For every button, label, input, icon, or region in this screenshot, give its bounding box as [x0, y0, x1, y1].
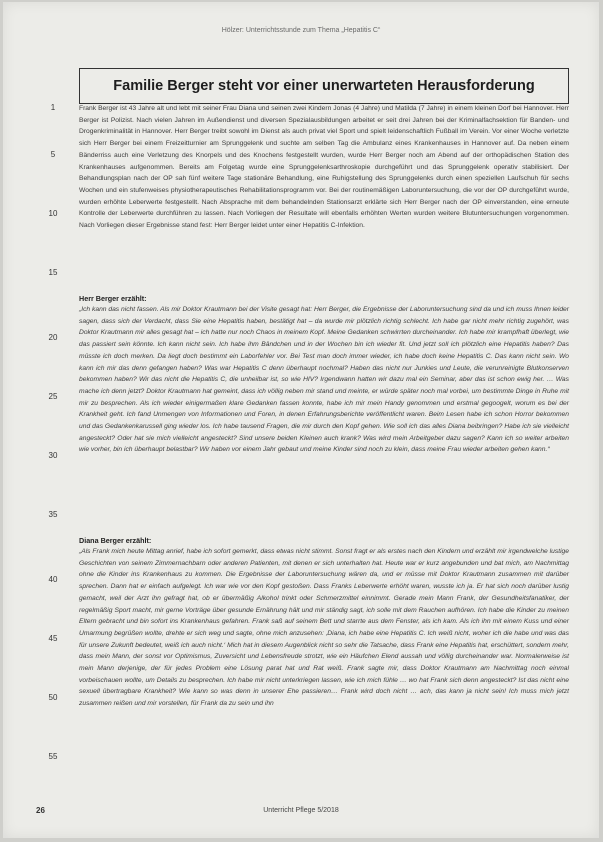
- line-number: 45: [48, 634, 58, 643]
- diana-quote: „Als Frank mich heute Mittag anrief, habe ich sofort gemerkt, dass etwas nicht stimmt. Sonst fragt er als erstes nach den Kindern und erzählt mir irgendwelche lustige Geschichten von seinem Zimmernachbarn oder anderen Patienten, mit denen er sich unterhalten hat. Heute war er kurz angebunden und bat mich, am Nachmittag ohne die Kinder ins Krankenhaus zu kommen. Die Ergebnisse der Laboruntersuchung wären da, und er müsse mit Doktor Krautmann zusammen mit darüber sprechen. Dann hat er einfach aufgelegt. Ich war wie vor den Kopf gestoßen. Dass Franks Leberwerte erhöht waren, wusste ich ja. Er hat sich noch darüber lustig gemacht, weil der Arzt ihn gefragt hat, ob er übermäßig Alkohol trinkt oder Schmerzmittel einnimmt. Gerade mein Mann Frank, der Gesundheitsfanatiker, der regelmäßig Sport macht, mir gerne Vorträge über gesunde Ernährung hält und mir ständig sagt, ich solle mit dem Rauchen aufhören. Ich habe die Kinder zu meinen Eltern gebracht und bin sofort ins Krankenhaus gefahren. Frank saß auf seinem Bett und starrte aus dem Fenster, als ich kam. Als ich ihn mit einem Kuss und einer Umarmung begrüßen wollte, drehte er sich weg und sagte, ohne mich anzusehen: ‚Diana, ich habe eine Hepatitis C. Ich weiß nicht, woher ich die habe und was das für unsere Zukunft bedeutet, weiß ich auch nicht.‘ Mich hat in diesem Augenblick nicht so sehr die Tatsache, dass Frank eine Hepatitis hat, erschüttert, sondern mehr, dass mein Mann, der sonst vor Optimismus, Zuversicht und Lebensfreude strotzt, wie ein Häufchen Elend aussah und völlig durcheinander war. Normalerweise ist mein Mann derjenige, der für jedes Problem eine Lösung parat hat und Rat weiß. Frank sagte mir, dass Doktor Krautmann am Nachmittag noch einmal vorbeischauen wollte, um Details zu besprechen. Ich habe mir nicht unterkriegen lassen, wie ich mich fühle … wo hat Frank sich denn angesteckt? Ist das nicht eine sexuell übertragbare Krankheit? Wie kann so was denn in unserer Ehe passieren… Frank wird doch nicht … ach, das kann ja nicht sein! Ich muss mich jetzt zusammen reißen und mir vorstellen, für Frank da zu sein und ihn: [79, 548, 569, 708]
- line-number: 35: [48, 510, 58, 519]
- journal-footer: Unterricht Pflege 5/2018: [263, 807, 339, 814]
- heading-frank: Herr Berger erzählt:: [79, 294, 147, 303]
- line-number: 40: [48, 575, 58, 584]
- intro-paragraph: Frank Berger ist 43 Jahre alt und lebt mit seiner Frau Diana und seinen zwei Kindern Jonas (4 Jahre) und Matilda (7 Jahre) in einem kleinen Dorf bei Hannover. Herr Berger ist Polizist. Nach vielen Jahren im Außendienst und diversen Spezialausbildungen arbeitet er seit drei Jahren bei der Kriminalfachsektion für Banden- und Drogenkriminalität in Hannover. Herr Berger treibt sowohl im Dienst als auch privat viel Sport und spielt leidenschaftlich Fußball im Verein. Vor einer Woche verletzte sich Herr Berger bei einem Freizeitturnier am Sprunggelenk und suchte am selben Tag die Ambulanz eines Krankenhauses in Hannover auf. Da neben einem Bänderriss auch eine Verletzung des Knorpels und des Knochens festgestellt wurden, wurde Herr Berger noch am Abend auf der orthopädischen Station des Krankenhauses aufgenommen. Bereits am Folgetag wurde eine Sprunggelenksarthroskopie durchgeführt und das Sprunggelenk operativ stabilisiert. Der Behandlungsplan nach der OP sah fünf weitere Tage stationäre Behandlung, eine Ruhigstellung des Sprunggelenks durch einen speziellen Laufschuh für sechs Wochen und ein stufenweises physiotherapeutisches Rehabilitationsprogramm vor. Bei der routinemäßigen Laboruntersuchung, die vor der OP durchgeführt wurde, wurden erhöhte Leberwerte festgestellt. Nach Absprache mit dem behandelnden Stationsarzt erklärte sich Herr Berger nach der OP einverstanden, eine erneute Kontrolle der Leberwerte durchführen zu lassen. Nach Vorliegen der Resultate will ebenfalls erhöhten Werten wurden weitere Blutuntersuchungen vorgenommen. Nach Vorliegen dieser Ergebnisse stand fest: Herr Berger leidet unter einer Hepatitis C-Infektion.: [79, 105, 569, 230]
- line-number: 5: [50, 150, 56, 159]
- frank-quote: „Ich kann das nicht fassen. Als mir Doktor Krautmann bei der Visite gesagt hat: Herr Berger, die Ergebnisse der Laboruntersuchung sind da und ich muss Ihnen leider sagen, dass sich der Verdacht, dass Sie eine Hepatitis haben, bestätigt hat – da wurde mir plötzlich richtig schlecht. Ich habe gar nicht mehr richtig zugehört, was Doktor Krautmann mir alles gesagt hat – ich hatte nur noch Chaos in meinem Kopf. Meine Gedanken schwirrten durcheinander. Ich habe mir krampfhaft überlegt, wie das passiert sein könnte. Ich kann nicht sein. Ich habe ihm Bändchen und in der Wochen bin ich wieder fit. Und jetzt soll ich plötzlich eine Hepatitis haben? Das müsste ich doch merken. Da liegt doch bestimmt ein Laborfehler vor. Bei Test man doch immer wieder, ich habe doch keine Hepatitis C. Das kann nicht sein. Wo kann ich mir das denn gefangen haben? Was war Hepatitis C denn überhaupt nochmal? Haben das nicht nur Junkies und Leute, die verunreinigte Blutkonserven bekommen haben? Wir das nicht die Hepatitis C, die unheilbar ist, so wie HIV? Irgendwann hatten wir dazu mal ein Seminar, aber das ist schon ewig her. … Was mache ich denn jetzt? Doktor Krautmann hat gemeint, dass ich völlig neben mir stand und meinte, er würde später noch mal vorbei, um bestimmte Dinge in Ruhe mit mir zu besprechen. Als ich wieder einigermaßen klare Gedanken fassen konnte, habe ich mir mein Handy genommen und erstmal gegoogelt, worum es bei der Krankheit geht. Ich fand Unmengen von Informationen und Foren, in denen Erfahrungsberichte veröffentlicht waren. Beim Lesen habe ich schon Horror bekommen und das Gedankenkarussell ging wieder los. Ich habe tausend Fragen, die mir durch den Kopf gehen. Wie soll ich das alles Diana beibringen? Habe ich sie vielleicht angesteckt? Oder hat sie mich vielleicht angesteckt? Sind unsere beiden Kleinen auch krank? Was wird mein Arbeitgeber dazu sagen? Kann ich so weiter arbeiten wie vorher, bin ich überhaupt belastbar? Wir haben vor einem Jahr gebaut und meine Kinder sind noch zu klein, dass meine Frau wieder arbeiten gehen kann.“: [79, 306, 569, 454]
- line-number: 10: [48, 209, 58, 218]
- title-box: [79, 68, 569, 104]
- line-number: 50: [48, 693, 58, 702]
- line-numbers: [43, 2, 63, 838]
- page-number: 26: [36, 806, 45, 815]
- line-number: 20: [48, 333, 58, 342]
- page-title: Familie Berger steht vor einer unerwarteten Herausforderung: [113, 78, 535, 94]
- document-page: [3, 2, 599, 838]
- heading-diana: Diana Berger erzählt:: [79, 536, 152, 545]
- line-number: 1: [50, 103, 56, 112]
- line-number: 15: [48, 268, 58, 277]
- running-head: Hölzer: Unterrichtsstunde zum Thema „Hepatitis C“: [221, 27, 381, 34]
- line-number: 25: [48, 392, 58, 401]
- line-number: 55: [48, 752, 58, 761]
- line-number: 30: [48, 451, 58, 460]
